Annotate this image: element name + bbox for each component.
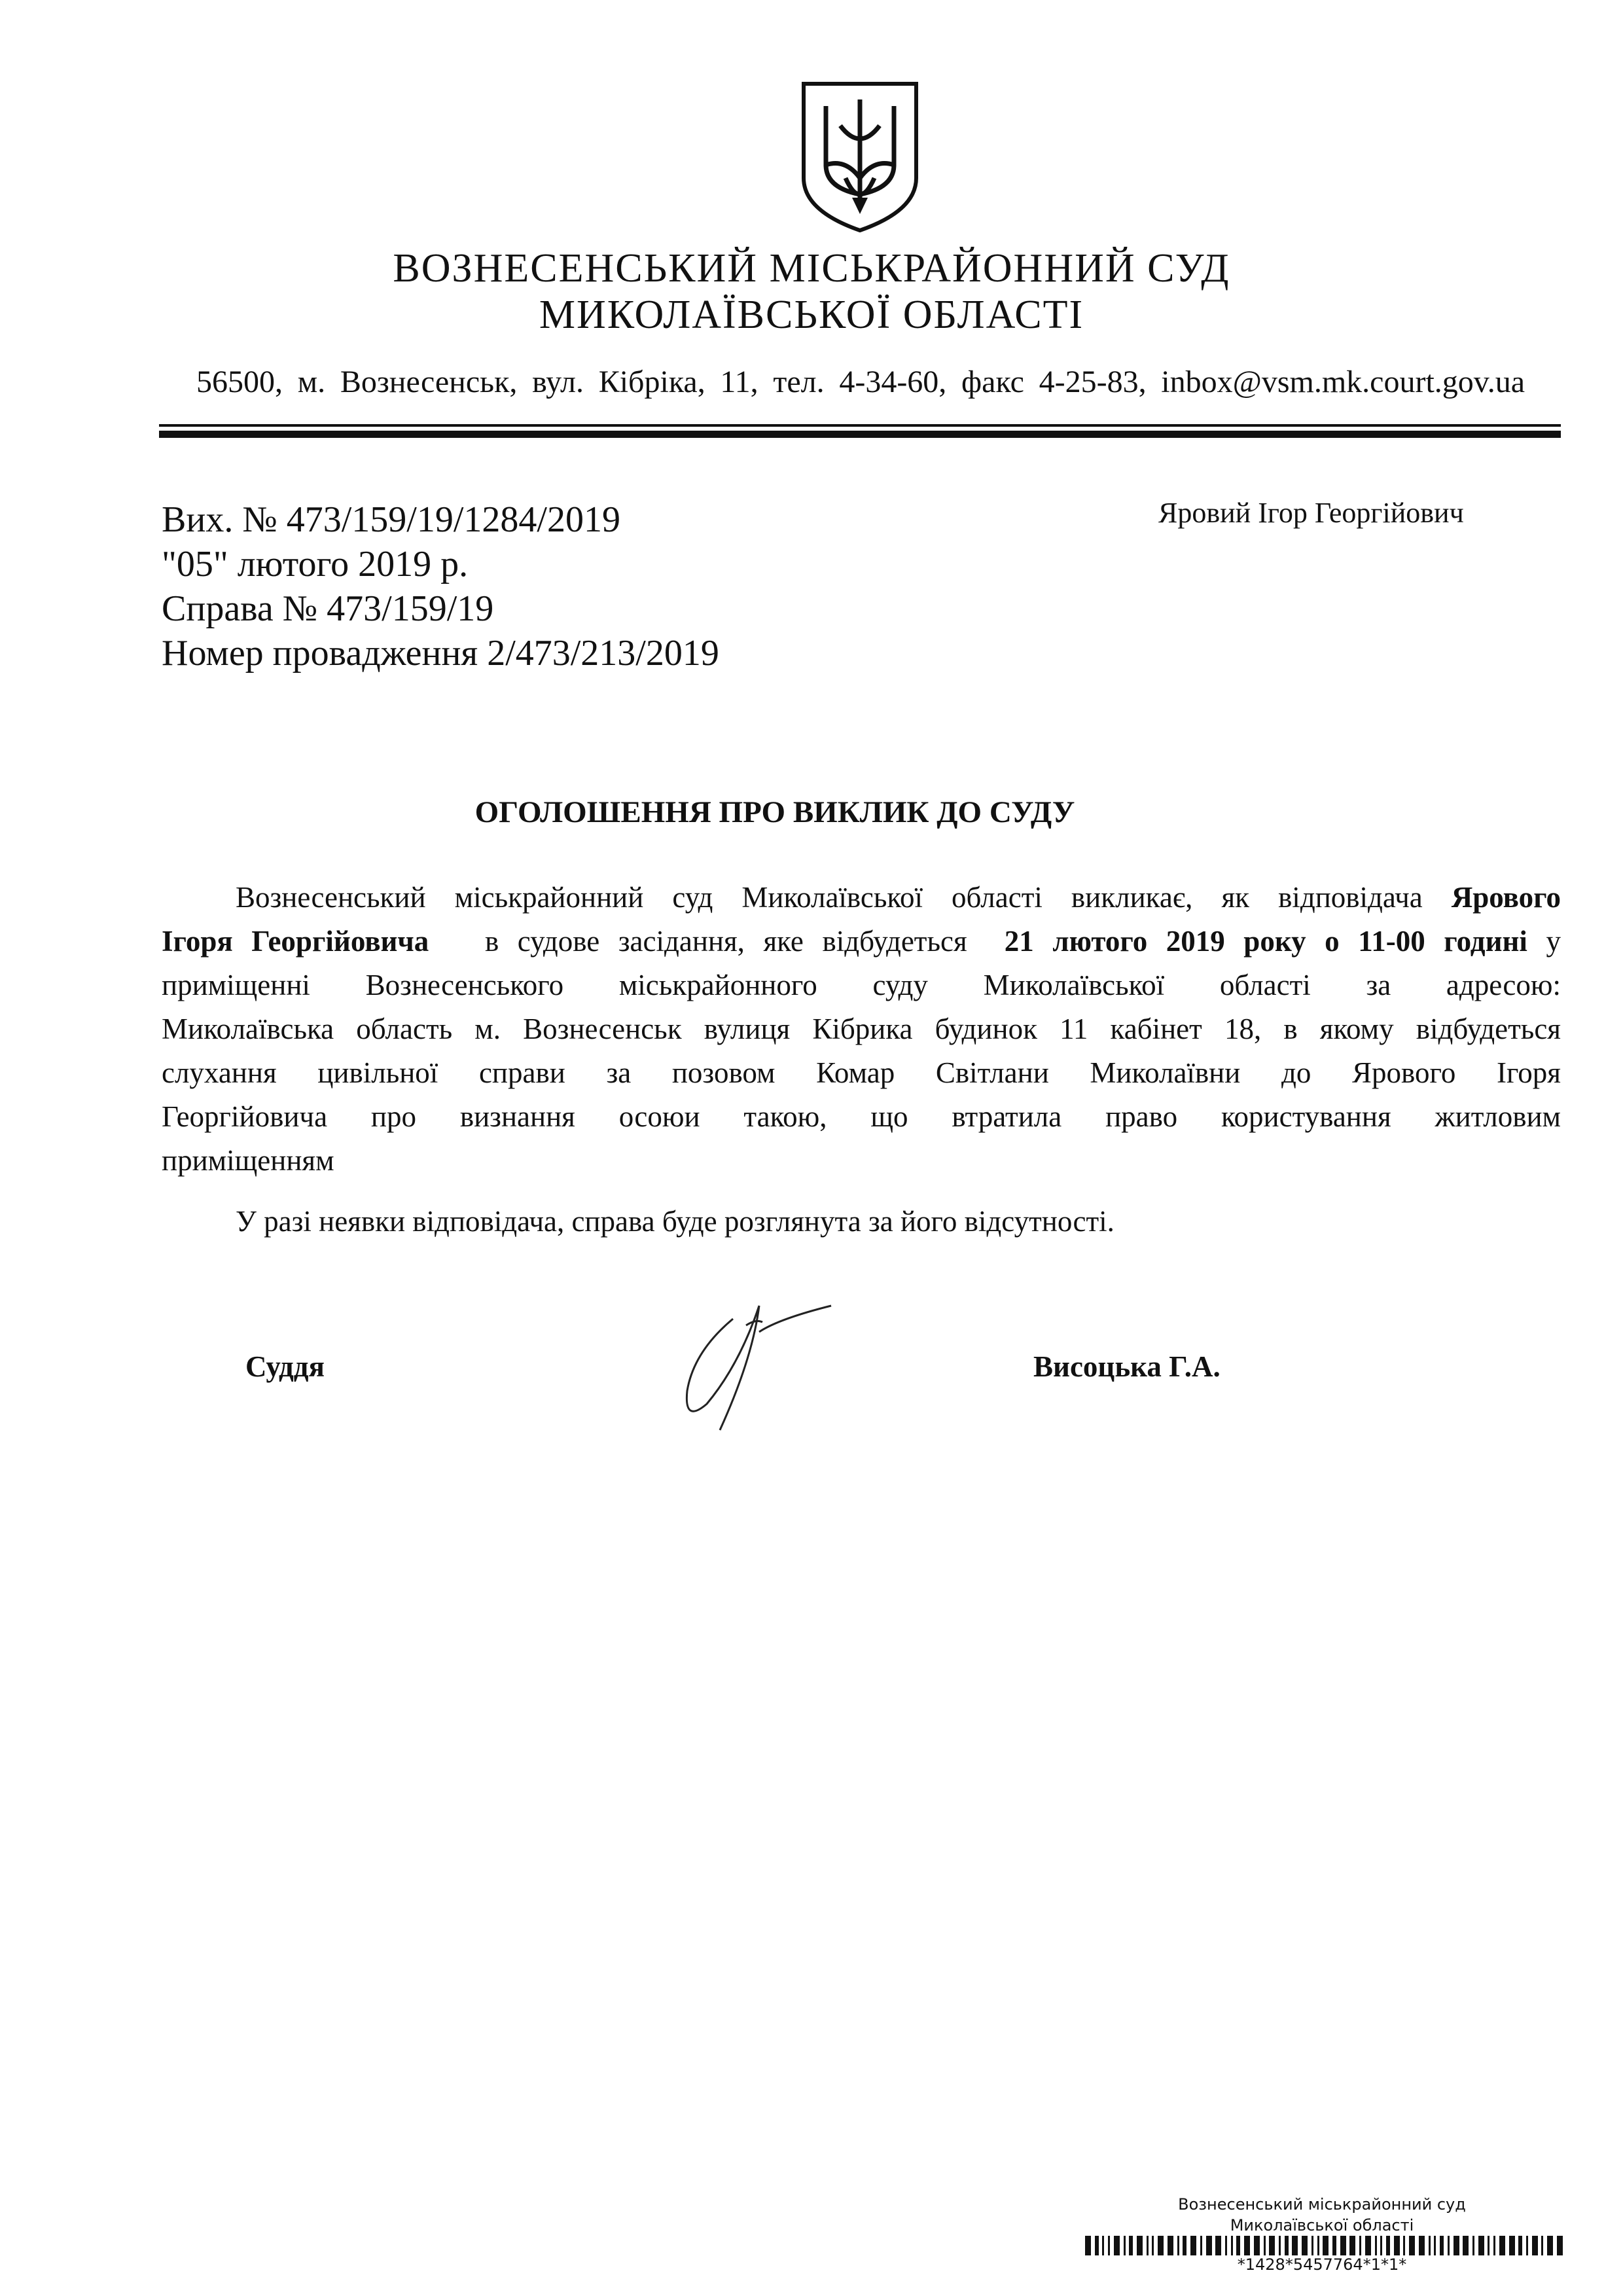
signatory-role: Суддя [245,1350,325,1383]
handwritten-signature [681,1293,838,1437]
barcode-bar [1488,2236,1489,2255]
barcode-bar [1349,2236,1355,2255]
barcode-bar [1365,2236,1371,2255]
document-date: "05" лютого 2019 р. [162,544,469,584]
barcode-bar [1434,2236,1436,2255]
signatory-name: Висоцька Г.А. [1033,1350,1221,1383]
court-name-line1: ВОЗНЕСЕНСЬКИЙ МІСЬКРАЙОННИЙ СУД [393,246,1230,291]
barcode-bar [1152,2236,1154,2255]
barcode-bar [1085,2236,1091,2255]
barcode-bar [1158,2236,1164,2255]
defendant-name: Ярового [1451,881,1561,914]
header-divider-thin [159,424,1561,427]
court-name-line2: МИКОЛАЇВСЬКОЇ ОБЛАСТІ [539,293,1084,337]
document-meta [162,497,719,675]
addressee: Яровий Ігор Георгійович [1158,497,1464,529]
barcode-bar [1168,2236,1173,2255]
barcode-bar [1177,2236,1179,2255]
barcode-bar [1340,2236,1346,2255]
barcode-bar [1317,2236,1319,2255]
barcode-bar [1472,2236,1474,2255]
hearing-datetime: 21 лютого 2019 року о 11-00 годині [1004,925,1527,958]
barcode-bar [1448,2236,1450,2255]
barcode-bar [1124,2236,1126,2255]
barcode-bar [1323,2236,1329,2255]
barcode-bar [1541,2236,1543,2255]
barcode-bar [1190,2236,1196,2255]
body-line: слухання цивільної справи за позовом Комар Світлани Миколаївни до Ярового Ігоря [162,1056,1561,1089]
barcode-bar [1147,2236,1149,2255]
body-line [162,920,1561,963]
barcode-bar [1292,2236,1298,2255]
stamp-court-line1: Вознесенський міськрайонний суд [1178,2195,1466,2214]
barcode-bar [1114,2236,1120,2255]
barcode-bar [1547,2236,1553,2255]
barcode-bar [1183,2236,1186,2255]
barcode-bar [1236,2236,1240,2255]
stamp-court-line2: Миколаївської області [1230,2216,1414,2234]
body-line [162,876,1561,920]
barcode-bar [1557,2236,1563,2255]
barcode-bar [1454,2236,1459,2255]
barcode-bar [1269,2236,1275,2255]
barcode-bar [1206,2236,1212,2255]
barcode-bar [1359,2236,1361,2255]
case-number: Справа № 473/159/19 [162,588,494,629]
barcode-bar [1279,2236,1281,2255]
barcode-bar [1311,2236,1313,2255]
outgoing-number: Вих. № 473/159/19/1284/2019 [162,499,620,540]
body-line: Георгійовича про визнання осоюи такою, що втратила право користування житловим [162,1100,1561,1133]
defendant-name: Ігоря Георгійовича [162,925,429,958]
body-text: у [1527,925,1561,958]
barcode-bar [1409,2236,1415,2255]
barcode-bar [1386,2236,1390,2255]
barcode-bar [1225,2236,1227,2255]
proceeding-number: Номер провадження 2/473/213/2019 [162,633,719,673]
barcode-bar [1403,2236,1405,2255]
barcode [1085,2236,1563,2255]
barcode-bar [1518,2236,1522,2255]
barcode-bar [1526,2236,1528,2255]
document-heading: ОГОЛОШЕННЯ ПРО ВИКЛИК ДО СУДУ [474,795,1075,829]
body-text: Вознесенський міськрайонний суд Миколаївської області викликає, як відповідача [236,881,1452,914]
body-line: Миколаївська область м. Вознесенськ вулиця Кібрика будинок 11 кабінет 18, в якому відбудеться [162,1013,1561,1045]
body-line: приміщенні Вознесенського міськрайонного суду Миколаївської області за адресою: [162,969,1561,1001]
barcode-bar [1264,2236,1266,2255]
body-text: в судове засідання, яке відбудеться [429,925,1005,958]
barcode-bar [1244,2236,1250,2255]
coat-of-arms-emblem [800,80,920,234]
barcode-bar [1509,2236,1515,2255]
barcode-bar [1285,2236,1289,2255]
barcode-bar [1532,2236,1538,2255]
barcode-bar [1231,2236,1233,2255]
barcode-bar [1095,2236,1099,2255]
barcode-bar [1108,2236,1110,2255]
barcode-bar [1137,2236,1143,2255]
absence-notice: У разі неявки відповідача, справа буде розглянута за його відсутності. [236,1205,1115,1238]
barcode-bar [1129,2236,1133,2255]
barcode-bar [1215,2236,1221,2255]
barcode-bar [1478,2236,1484,2255]
barcode-bar [1102,2236,1104,2255]
barcode-bar [1499,2236,1505,2255]
notice-body [162,876,1561,1183]
barcode-bar [1429,2236,1431,2255]
barcode-bar [1254,2236,1260,2255]
barcode-bar [1463,2236,1469,2255]
barcode-bar [1440,2236,1444,2255]
barcode-bar [1394,2236,1400,2255]
barcode-bar [1375,2236,1377,2255]
barcode-bar [1332,2236,1336,2255]
barcode-bar [1493,2236,1495,2255]
barcode-number: *1428*5457764*1*1* [1237,2255,1407,2274]
court-address: 56500, м. Вознесенськ, вул. Кібріка, 11, тел. 4-34-60, факс 4-25-83, inbox@vsm.mk.court.gov.ua [196,365,1525,399]
body-line: приміщенням [162,1144,334,1177]
header-divider-thick [159,431,1561,438]
barcode-bar [1200,2236,1202,2255]
barcode-bar [1380,2236,1382,2255]
barcode-bar [1302,2236,1308,2255]
barcode-bar [1419,2236,1425,2255]
